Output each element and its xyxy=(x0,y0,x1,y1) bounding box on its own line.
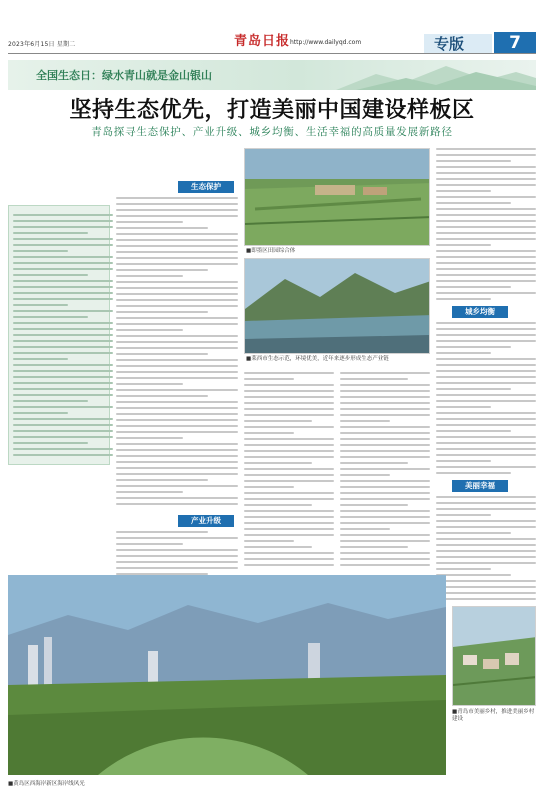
text-line xyxy=(244,540,294,542)
text-line xyxy=(116,251,238,253)
text-line xyxy=(436,556,536,558)
text-line xyxy=(116,329,183,331)
lead-text-lines xyxy=(9,214,109,456)
text-line xyxy=(244,534,334,536)
text-line xyxy=(436,442,536,444)
text-line xyxy=(436,568,491,570)
body-column-right-mid xyxy=(436,322,536,478)
text-line xyxy=(436,376,536,378)
text-line xyxy=(340,534,430,536)
topic-banner xyxy=(8,60,536,90)
text-line xyxy=(244,450,334,452)
text-line xyxy=(116,215,238,217)
text-line xyxy=(340,408,430,410)
text-line xyxy=(116,437,183,439)
photo-farmland xyxy=(244,148,430,246)
text-line xyxy=(340,444,430,446)
text-line xyxy=(116,263,238,265)
text-line xyxy=(116,491,183,493)
text-line xyxy=(436,520,536,522)
text-line xyxy=(244,456,334,458)
text-line xyxy=(340,468,430,470)
text-line xyxy=(116,537,238,539)
text-line xyxy=(13,436,113,438)
text-line xyxy=(436,190,491,192)
text-line xyxy=(436,370,536,372)
text-line xyxy=(244,408,334,410)
text-line xyxy=(116,245,238,247)
text-line xyxy=(13,286,113,288)
body-column-4 xyxy=(340,372,430,570)
text-line xyxy=(116,305,238,307)
newspaper-url[interactable]: http://www.dailyqd.com xyxy=(290,39,362,46)
text-line xyxy=(244,384,334,386)
text-line xyxy=(13,232,88,234)
text-line xyxy=(244,492,334,494)
text-line xyxy=(436,178,536,180)
text-line xyxy=(244,498,334,500)
text-line xyxy=(116,389,238,391)
text-line xyxy=(244,432,294,434)
text-line xyxy=(436,322,536,324)
text-line xyxy=(116,555,238,557)
text-line xyxy=(13,226,113,228)
section-label: 专版 xyxy=(424,34,492,54)
text-line xyxy=(13,364,113,366)
text-line xyxy=(116,531,208,533)
text-line xyxy=(116,365,238,367)
header-divider xyxy=(8,53,536,54)
text-line xyxy=(436,268,536,270)
text-line xyxy=(13,448,113,450)
photo-caption-village: ■青岛市美丽乡村，推进美丽乡村建设 xyxy=(452,709,535,722)
text-line xyxy=(436,586,536,588)
text-line xyxy=(116,359,238,361)
page-header xyxy=(0,0,545,56)
article-headline: 坚持生态优先，打造美丽中国建设样板区 xyxy=(69,97,475,123)
text-line xyxy=(13,376,113,378)
text-line xyxy=(436,262,536,264)
text-line xyxy=(13,292,113,294)
section-title-industry: 产业升级 xyxy=(178,515,234,527)
text-line xyxy=(436,598,536,600)
text-line xyxy=(13,400,88,402)
text-line xyxy=(436,538,536,540)
text-line xyxy=(116,221,183,223)
text-line xyxy=(244,546,312,548)
text-line xyxy=(116,335,238,337)
text-line xyxy=(340,486,430,488)
text-line xyxy=(116,209,238,211)
text-line xyxy=(436,352,491,354)
text-line xyxy=(116,377,238,379)
text-line xyxy=(436,160,511,162)
text-line xyxy=(436,286,511,288)
text-line xyxy=(244,522,334,524)
text-line xyxy=(244,402,334,404)
text-line xyxy=(116,407,238,409)
text-line xyxy=(436,238,536,240)
text-line xyxy=(244,528,334,530)
text-line xyxy=(116,287,238,289)
text-line xyxy=(340,432,430,434)
issue-date: 2023年6月15日 星期二 xyxy=(8,41,76,48)
text-line xyxy=(13,304,68,306)
section-title-life: 美丽幸福 xyxy=(452,480,508,492)
text-line xyxy=(116,455,238,457)
text-line xyxy=(436,472,511,474)
text-line xyxy=(13,424,113,426)
text-line xyxy=(116,257,238,259)
text-line xyxy=(340,420,390,422)
page-number: 7 xyxy=(494,32,536,54)
text-line xyxy=(13,418,113,420)
text-line xyxy=(436,256,536,258)
text-line xyxy=(13,442,88,444)
text-line xyxy=(116,383,183,385)
text-line xyxy=(340,438,430,440)
text-line xyxy=(116,341,238,343)
text-line xyxy=(116,497,238,499)
text-line xyxy=(116,479,208,481)
text-line xyxy=(436,232,536,234)
text-line xyxy=(436,532,511,534)
text-line xyxy=(116,503,238,505)
text-line xyxy=(340,378,408,380)
text-line xyxy=(436,592,536,594)
text-line xyxy=(116,203,238,205)
text-line xyxy=(436,274,536,276)
text-line xyxy=(436,406,491,408)
text-line xyxy=(436,580,536,582)
text-line xyxy=(340,552,430,554)
text-line xyxy=(13,250,68,252)
text-line xyxy=(436,364,536,366)
text-line xyxy=(244,564,334,566)
text-line xyxy=(116,467,238,469)
text-line xyxy=(116,353,208,355)
text-line xyxy=(244,378,294,380)
text-line xyxy=(436,502,536,504)
text-line xyxy=(436,148,536,150)
photo-village xyxy=(452,606,536,706)
text-line xyxy=(116,275,183,277)
text-line xyxy=(116,485,238,487)
text-line xyxy=(436,196,536,198)
text-line xyxy=(13,262,113,264)
text-line xyxy=(436,562,536,564)
text-line xyxy=(436,334,536,336)
text-line xyxy=(116,431,238,433)
text-line xyxy=(436,508,536,510)
text-line xyxy=(244,480,334,482)
text-line xyxy=(340,516,430,518)
text-line xyxy=(340,510,430,512)
text-line xyxy=(13,214,113,216)
text-line xyxy=(116,543,183,545)
text-line xyxy=(436,574,511,576)
text-line xyxy=(13,328,113,330)
text-line xyxy=(244,462,312,464)
text-line xyxy=(436,214,536,216)
text-line xyxy=(436,226,536,228)
photo-caption-mountain-lake: ■莱西市生态示范，环境优美，近年来逐步形成生态产业链 xyxy=(246,356,389,362)
text-line xyxy=(13,346,113,348)
article-subheadline: 青岛探寻生态保护、产业升级、城乡均衡、生活幸福的高质量发展新路径 xyxy=(91,126,453,138)
text-line xyxy=(13,274,88,276)
text-line xyxy=(13,322,113,324)
text-line xyxy=(340,564,430,566)
text-line xyxy=(13,388,113,390)
text-line xyxy=(13,454,113,456)
text-line xyxy=(436,298,491,300)
text-line xyxy=(116,473,238,475)
text-line xyxy=(436,388,511,390)
text-line xyxy=(436,340,536,342)
photo-caption-coastline: ■黄岛区西海岸新区海岸线风光 xyxy=(8,781,85,787)
text-line xyxy=(340,528,390,530)
text-line xyxy=(340,498,430,500)
lead-paragraph-box xyxy=(8,205,110,465)
text-line xyxy=(116,461,238,463)
text-line xyxy=(340,402,430,404)
text-line xyxy=(436,250,536,252)
text-line xyxy=(116,549,238,551)
text-line xyxy=(436,280,536,282)
text-line xyxy=(13,310,113,312)
text-line xyxy=(13,352,113,354)
body-column-2 xyxy=(116,197,238,509)
text-line xyxy=(340,492,430,494)
text-line xyxy=(244,396,334,398)
text-line xyxy=(436,550,536,552)
text-line xyxy=(13,316,88,318)
section-title-ecology: 生态保护 xyxy=(178,181,234,193)
text-line xyxy=(116,323,238,325)
text-line xyxy=(116,419,238,421)
text-line xyxy=(244,426,334,428)
text-line xyxy=(116,413,238,415)
text-line xyxy=(116,443,238,445)
text-line xyxy=(436,328,536,330)
text-line xyxy=(244,510,334,512)
body-column-right-bottom xyxy=(436,496,536,604)
text-line xyxy=(436,544,536,546)
text-line xyxy=(116,227,208,229)
text-line xyxy=(13,370,113,372)
text-line xyxy=(436,244,491,246)
text-line xyxy=(340,480,430,482)
text-line xyxy=(340,390,430,392)
text-line xyxy=(116,293,238,295)
banner-title: 全国生态日：绿水青山就是金山银山 xyxy=(36,69,212,82)
text-line xyxy=(436,514,491,516)
text-line xyxy=(436,166,536,168)
mountain-decoration-icon xyxy=(336,60,536,90)
text-line xyxy=(244,474,334,476)
text-line xyxy=(436,184,536,186)
text-line xyxy=(13,244,113,246)
text-line xyxy=(244,438,334,440)
text-line xyxy=(436,424,536,426)
text-line xyxy=(13,406,113,408)
text-line xyxy=(13,394,113,396)
text-line xyxy=(436,418,536,420)
text-line xyxy=(13,238,113,240)
text-line xyxy=(436,154,536,156)
text-line xyxy=(13,412,68,414)
text-line xyxy=(436,454,536,456)
text-line xyxy=(116,239,238,241)
text-line xyxy=(436,208,536,210)
text-line xyxy=(436,430,511,432)
photo-caption-farmland: ■即墨区田园综合体 xyxy=(246,248,296,254)
text-line xyxy=(436,460,491,462)
text-line xyxy=(116,567,238,569)
text-line xyxy=(13,382,113,384)
text-line xyxy=(244,444,334,446)
text-line xyxy=(340,396,430,398)
text-line xyxy=(340,414,430,416)
text-line xyxy=(244,390,334,392)
section-title-urban-rural: 城乡均衡 xyxy=(452,306,508,318)
newspaper-logo: 青岛日报 xyxy=(234,34,291,49)
text-line xyxy=(13,358,68,360)
text-line xyxy=(436,412,536,414)
text-line xyxy=(13,298,113,300)
text-line xyxy=(116,347,238,349)
text-line xyxy=(13,268,113,270)
text-line xyxy=(116,401,238,403)
text-line xyxy=(244,420,312,422)
text-line xyxy=(244,372,334,374)
text-line xyxy=(13,256,113,258)
text-line xyxy=(116,269,208,271)
text-line xyxy=(340,546,408,548)
text-line xyxy=(436,346,511,348)
text-line xyxy=(116,449,238,451)
text-line xyxy=(436,172,536,174)
text-line xyxy=(13,334,113,336)
text-line xyxy=(436,358,536,360)
text-line xyxy=(244,414,334,416)
text-line xyxy=(244,486,294,488)
text-line xyxy=(340,450,430,452)
body-column-right-top xyxy=(436,148,536,304)
text-line xyxy=(116,299,238,301)
text-line xyxy=(244,504,312,506)
photo-mountain-lake xyxy=(244,258,430,354)
text-line xyxy=(340,522,430,524)
text-line xyxy=(436,466,536,468)
text-line xyxy=(436,394,536,396)
text-line xyxy=(116,197,238,199)
text-line xyxy=(340,456,430,458)
text-line xyxy=(340,504,408,506)
text-line xyxy=(340,474,390,476)
text-line xyxy=(244,516,334,518)
text-line xyxy=(116,317,238,319)
text-line xyxy=(436,400,536,402)
text-line xyxy=(436,202,511,204)
text-line xyxy=(116,311,208,313)
text-line xyxy=(116,233,238,235)
text-line xyxy=(116,281,238,283)
text-line xyxy=(116,371,238,373)
text-line xyxy=(436,436,536,438)
text-line xyxy=(340,462,408,464)
text-line xyxy=(116,395,208,397)
text-line xyxy=(13,220,113,222)
text-line xyxy=(436,382,536,384)
text-line xyxy=(436,292,536,294)
text-line xyxy=(116,425,238,427)
text-line xyxy=(244,552,334,554)
body-column-3 xyxy=(244,372,334,570)
text-line xyxy=(436,220,536,222)
text-line xyxy=(13,430,113,432)
text-line xyxy=(340,558,430,560)
text-line xyxy=(340,426,430,428)
text-line xyxy=(340,372,430,374)
text-line xyxy=(436,496,536,498)
text-line xyxy=(436,448,536,450)
text-line xyxy=(13,280,113,282)
text-line xyxy=(13,340,113,342)
text-line xyxy=(244,468,334,470)
text-line xyxy=(340,540,430,542)
text-line xyxy=(340,384,430,386)
text-line xyxy=(244,558,334,560)
text-line xyxy=(116,561,238,563)
text-line xyxy=(436,526,536,528)
photo-coastline xyxy=(8,575,446,775)
